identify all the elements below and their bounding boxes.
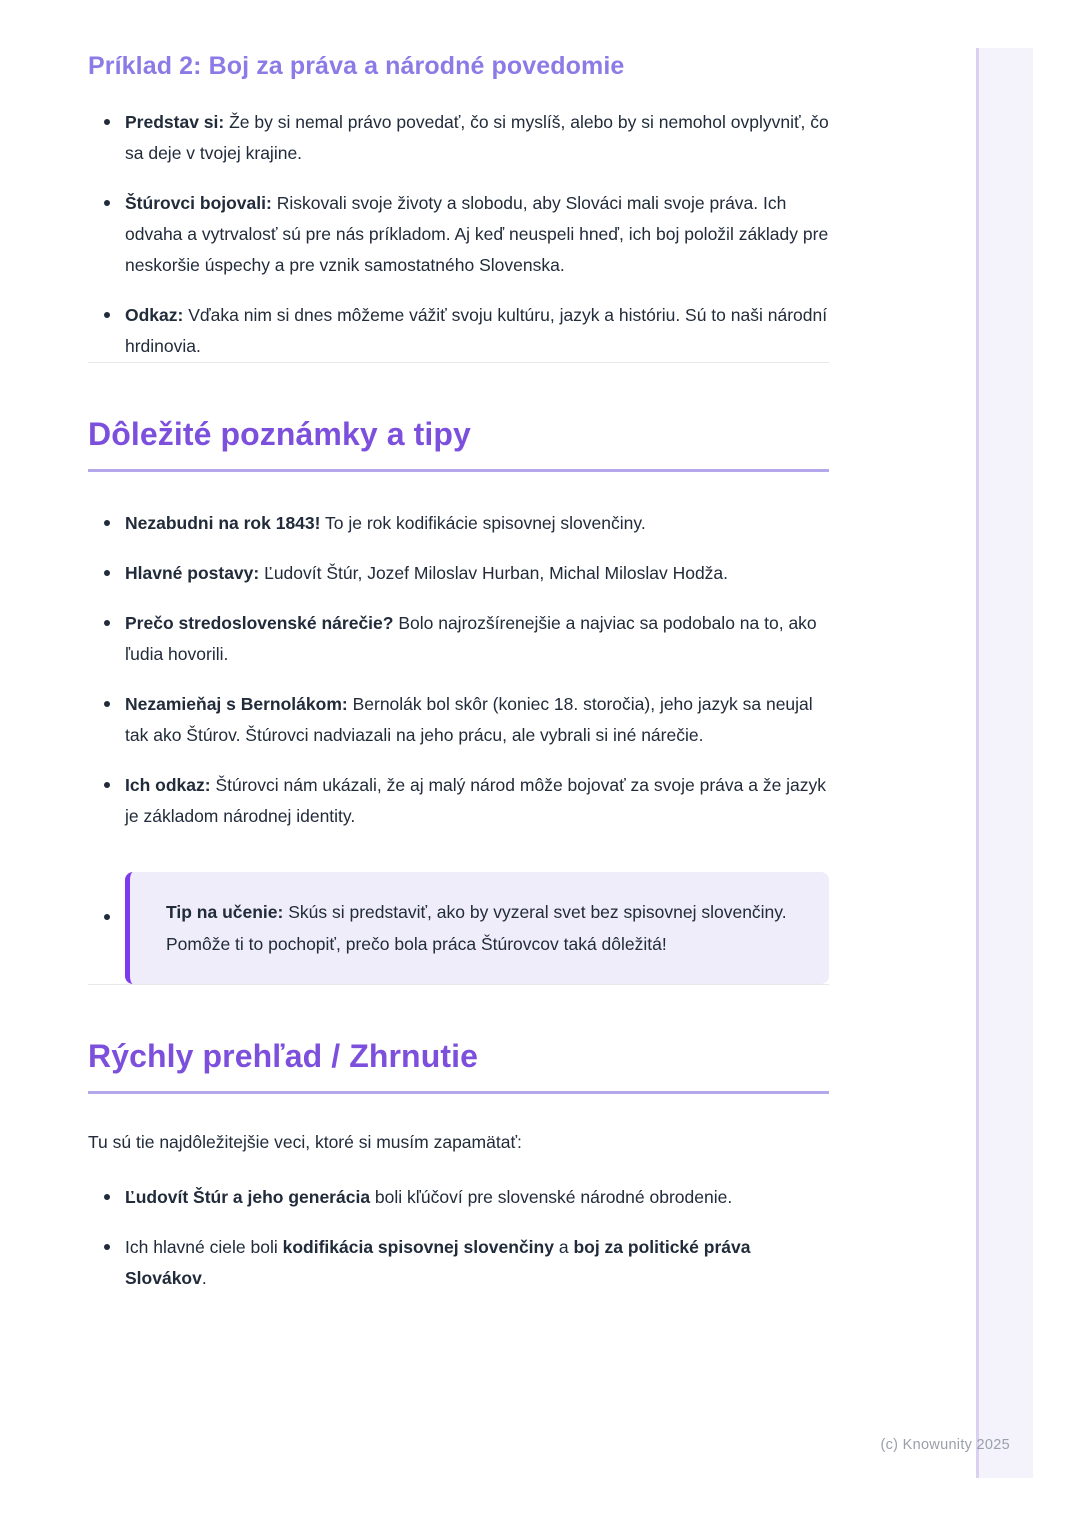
bullet-lead: Nezabudni na rok 1843! [125, 513, 321, 533]
list-item [88, 1232, 829, 1294]
bullet-rest: Bernolák bol skôr (koniec 18. storočia), jeho jazyk sa neujal tak ako Štúrov. Štúrovci nadviazali na jeho prácu, ale vybrali si iné nárečie. [125, 694, 813, 745]
section-example-2 [88, 52, 829, 362]
bullet-dot-icon [104, 620, 110, 626]
list-item [88, 188, 829, 281]
summary-intro: Tu sú tie najdôležitejšie veci, ktoré si musím zapamätať: [88, 1132, 522, 1152]
bullet-dot-icon [104, 1194, 110, 1200]
sub-heading-priklad-2: Príklad 2: Boj za práva a národné povedomie [88, 52, 625, 80]
bullet-lead: Odkaz: [125, 305, 184, 325]
bullet-rest: boli kľúčoví pre slovenské národné obrodenie. [370, 1187, 733, 1207]
bullet-rest: Bolo najrozšírenejšie a najviac sa podobalo na to, ako ľudia hovorili. [125, 613, 817, 664]
bullet-dot-icon [104, 701, 110, 707]
bullet-lead: Prečo stredoslovenské nárečie? [125, 613, 394, 633]
bullet-rest: Vďaka nim si dnes môžeme vážiť svoju kultúru, jazyk a históriu. Sú to naši národní hrdinovia. [125, 305, 828, 356]
list-item [88, 508, 829, 539]
bullet-lead: Nezamieňaj s Bernolákom: [125, 694, 348, 714]
list-item [88, 107, 829, 169]
list-item [88, 770, 829, 832]
example-bullet-list [88, 107, 829, 362]
bullet-bold: kodifikácia spisovnej slovenčiny [282, 1237, 554, 1257]
bullet-dot-icon [104, 1244, 110, 1250]
bullet-rest: Riskovali svoje životy a slobodu, aby Slováci mali svoje práva. Ich odvaha a vytrvalosť sú pre nás príkladom. Aj keď neuspeli hneď, ich boj položil základy pre neskoršie úspechy a pre vznik samostatného Slovenska. [125, 193, 829, 275]
bullet-text [125, 770, 829, 832]
tip-callout-box [125, 872, 829, 984]
bullet-text [125, 1232, 829, 1294]
bullet-text [125, 107, 829, 169]
bullet-text [125, 1182, 829, 1213]
list-item [88, 558, 829, 589]
bullet-text [125, 689, 829, 751]
bullet-dot-icon [104, 200, 110, 206]
bullet-dot-icon [104, 782, 110, 788]
section-divider [88, 984, 829, 985]
notes-bullet-list [88, 508, 829, 832]
list-item [88, 1182, 829, 1213]
bullet-lead: Ich odkaz: [125, 775, 211, 795]
bullet-rest: Štúrovci nám ukázali, že aj malý národ môže bojovať za svoje práva a že jazyk je základom národnej identity. [125, 775, 827, 826]
copyright-footer: (c) Knowunity 2025 [880, 1437, 1010, 1453]
document-content [88, 0, 829, 1294]
bullet-pre: Ich hlavné ciele boli [125, 1237, 283, 1257]
bullet-dot-icon [104, 520, 110, 526]
bullet-dot-icon [104, 914, 110, 920]
bullet-lead: Štúrovci bojovali: [125, 193, 272, 213]
tip-rest: Skús si predstaviť, ako by vyzeral svet bez spisovnej slovenčiny. Pomôže ti to pochopiť, prečo bola práca Štúrovcov taká dôležitá! [166, 902, 787, 954]
bullet-end: . [201, 1268, 207, 1288]
bullet-mid: a [553, 1237, 574, 1257]
tip-callout-row [88, 872, 829, 984]
summary-bullet-list [88, 1182, 829, 1294]
bullet-dot-icon [104, 570, 110, 576]
bullet-bold: boj za politické práva Slovákov [125, 1237, 751, 1288]
list-item [88, 689, 829, 751]
list-item [88, 608, 829, 670]
bullet-lead: Predstav si: [125, 112, 225, 132]
tip-lead: Tip na učenie: [166, 902, 284, 922]
bullet-dot-icon [104, 119, 110, 125]
bullet-text [125, 300, 829, 362]
list-item [88, 300, 829, 362]
section-summary [88, 1038, 829, 1294]
bullet-dot-icon [104, 312, 110, 318]
bullet-rest: Ľudovít Štúr, Jozef Miloslav Hurban, Michal Miloslav Hodža. [259, 563, 729, 583]
bullet-text [125, 508, 829, 539]
section-divider [88, 362, 829, 363]
bullet-text [125, 188, 829, 281]
tip-text [166, 896, 799, 960]
bullet-lead: Hlavné postavy: [125, 563, 260, 583]
section-heading-summary: Rýchly prehľad / Zhrnutie [88, 1038, 829, 1094]
section-heading-notes: Dôležité poznámky a tipy [88, 416, 829, 472]
bullet-rest: Že by si nemal právo povedať, čo si myslíš, alebo by si nemohol ovplyvniť, čo sa deje v tvojej krajine. [125, 112, 829, 163]
bullet-text [125, 558, 829, 589]
bullet-text [125, 608, 829, 670]
bullet-rest: To je rok kodifikácie spisovnej slovenčiny. [320, 513, 646, 533]
page-edge-bar [976, 48, 1033, 1478]
bullet-bold: Ľudovít Štúr a jeho generácia [125, 1187, 371, 1207]
section-notes-tips [88, 416, 829, 984]
